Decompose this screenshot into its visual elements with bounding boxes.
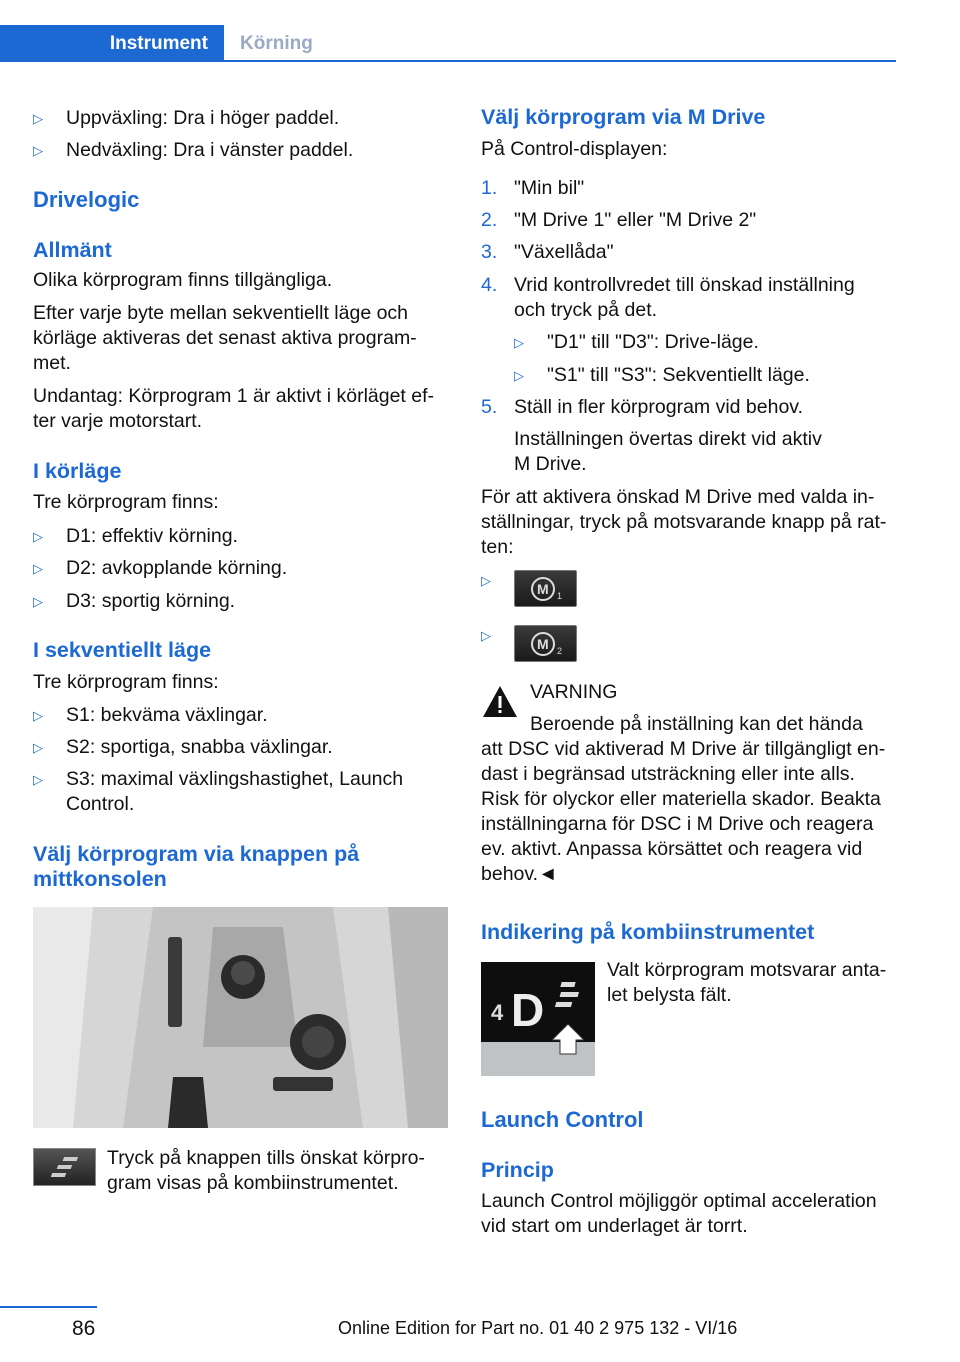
tab-korning[interactable]: Körning	[240, 33, 313, 54]
heading-princip: Princip	[481, 1158, 554, 1182]
page-header	[0, 25, 896, 62]
paragraph-line: körläge aktiveras det senast aktiva program-	[33, 327, 417, 349]
heading-sekventiellt: I sekventiellt läge	[33, 638, 212, 662]
list-item-continued: och tryck på det.	[514, 299, 658, 321]
cluster-mode: D	[511, 984, 545, 1036]
warning-line: Beroende på inställning kan det hända	[530, 713, 863, 735]
warning-line: att DSC vid aktiverad M Drive är tillgängligt en-	[481, 738, 886, 760]
center-console-photo	[33, 907, 448, 1128]
paragraph-line: ställningar, tryck på motsvarande knapp på rat-	[481, 511, 887, 533]
m1-button-icon	[514, 570, 577, 607]
paragraph: Tre körprogram finns:	[33, 671, 219, 693]
cluster-display-image	[481, 962, 595, 1076]
paragraph: Olika körprogram finns tillgängliga.	[33, 269, 333, 291]
heading-drivelogic: Drivelogic	[33, 187, 140, 212]
paragraph-line: vid start om underlaget är torrt.	[481, 1215, 748, 1237]
warning-line: dast i begränsad utsträckning eller inte alls.	[481, 763, 855, 785]
paragraph-line: Undantag: Körprogram 1 är aktivt i körläget ef-	[33, 385, 435, 407]
svg-text:M: M	[537, 636, 549, 652]
paragraph-line: met.	[33, 352, 71, 374]
paragraph-line: Inställningen övertas direkt vid aktiv	[514, 428, 822, 450]
paragraph: På Control-displayen:	[481, 138, 668, 160]
heading-allmant: Allmänt	[33, 238, 112, 262]
svg-text:2: 2	[557, 646, 563, 656]
heading-indikering: Indikering på kombiinstrumentet	[481, 920, 815, 944]
warning-icon	[481, 683, 519, 721]
paragraph-line: Valt körprogram motsvarar anta-	[607, 959, 887, 981]
footer-divider	[0, 1306, 97, 1308]
heading-knapp: Välj körprogram via knappen på	[33, 842, 360, 866]
warning-line: inställningarna för DSC i M Drive och reagera	[481, 813, 874, 835]
heading-korlage: I körläge	[33, 459, 122, 483]
cluster-gear: 4	[491, 1000, 504, 1025]
drivelogic-button-icon	[33, 1148, 96, 1186]
svg-text:M: M	[537, 581, 549, 597]
paragraph-line: gram visas på kombiinstrumentet.	[107, 1172, 399, 1194]
warning-line: ev. aktivt. Anpassa körsättet och reagera vid	[481, 838, 863, 860]
paragraph-line: M Drive.	[514, 453, 587, 475]
m2-button-icon	[514, 625, 577, 662]
paragraph-line: Efter varje byte mellan sekventiellt läge och	[33, 302, 409, 324]
paragraph-line: ten:	[481, 536, 514, 558]
list-item-continued: Control.	[66, 793, 135, 815]
tab-instrument[interactable]: Instrument	[0, 25, 224, 62]
warning-line: behov.◄	[481, 863, 558, 885]
paragraph-line: let belysta fält.	[607, 984, 732, 1006]
heading-launch-control: Launch Control	[481, 1107, 644, 1132]
paragraph: Tre körprogram finns:	[33, 491, 219, 513]
edition-text: Online Edition for Part no. 01 40 2 975 132 - VI/16	[338, 1318, 738, 1338]
paragraph-line: För att aktivera önskad M Drive med valda in-	[481, 486, 875, 508]
paragraph-line: ter varje motorstart.	[33, 410, 203, 432]
paragraph-line: Tryck på knappen tills önskat körpro-	[107, 1147, 425, 1169]
page-number: 86	[72, 1317, 96, 1340]
svg-text:1: 1	[557, 591, 563, 601]
paragraph-line: Launch Control möjliggör optimal acceleration	[481, 1190, 877, 1212]
warning-title: VARNING	[530, 681, 618, 703]
warning-line: Risk för olyckor eller materiella skador. Beakta	[481, 788, 881, 810]
heading-knapp-cont: mittkonsolen	[33, 867, 167, 891]
heading-mdrive: Välj körprogram via M Drive	[481, 105, 766, 129]
